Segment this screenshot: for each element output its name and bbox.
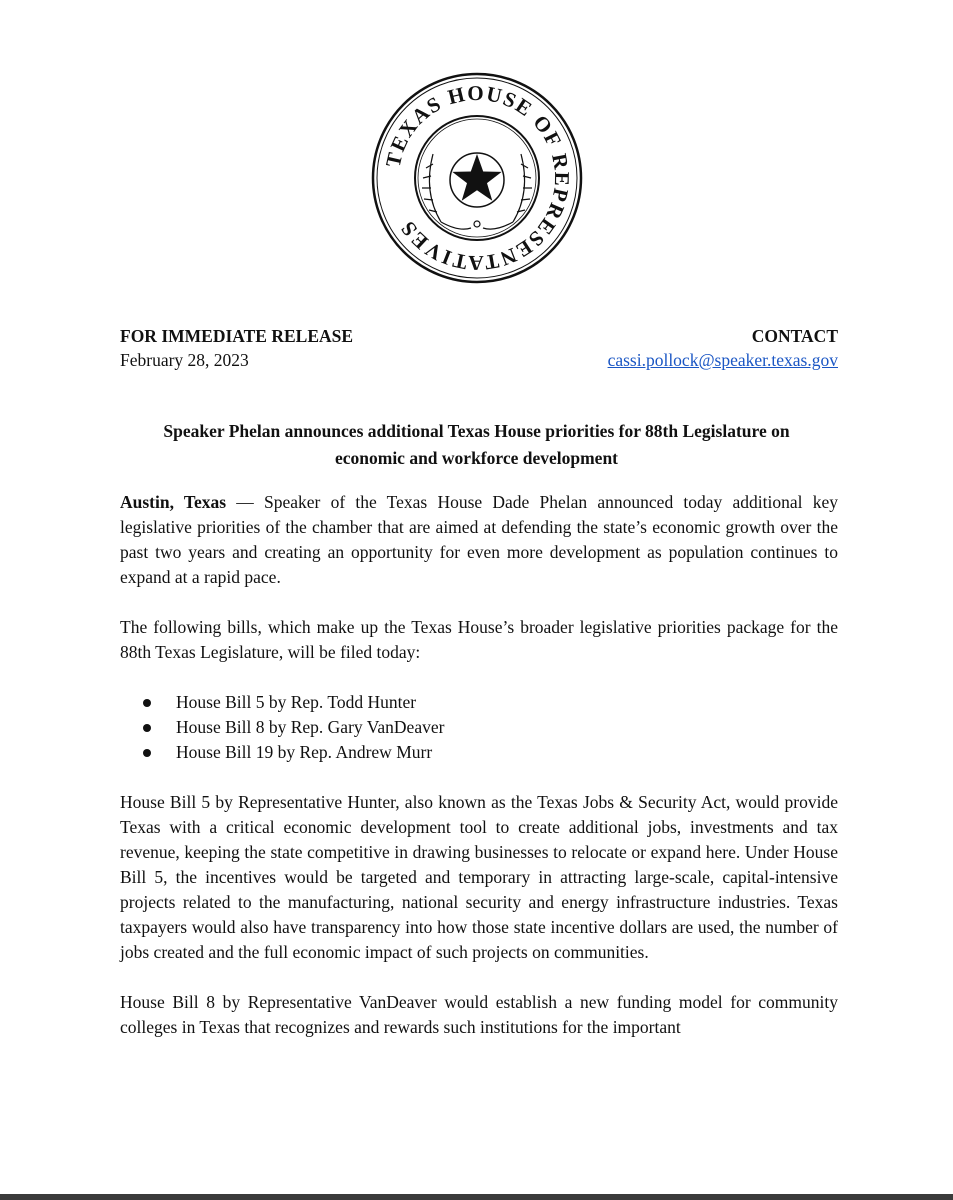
bills-list xyxy=(120,690,838,765)
texas-house-seal xyxy=(371,72,583,284)
contact-email-link[interactable]: cassi.pollock@speaker.texas.gov xyxy=(607,350,838,370)
contact-label: CONTACT xyxy=(751,326,838,346)
title-line-2: economic and workforce development xyxy=(334,448,619,468)
release-date: February 28, 2023 xyxy=(120,350,249,370)
press-release-body xyxy=(120,490,838,1065)
lone-star-icon xyxy=(450,153,504,207)
bills-intro-paragraph: The following bills, which make up the Texas House’s broader legislative priorities package for the 88th Texas Legislature, will be filed today: xyxy=(120,617,838,662)
release-label: FOR IMMEDIATE RELEASE xyxy=(120,326,354,346)
hb5-paragraph: House Bill 5 by Representative Hunter, also known as the Texas Jobs & Security Act, would provide Texas with a critical economic development tool to create additional jobs, investments and tax revenue, keeping the state competitive in drawing businesses to relocate or expand here. Under House Bill 5, the incentives would be targeted and temporary in attracting large-scale, capital-intensive projects related to the manufacturing, national security and energy infrastructure industries. Texas taxpayers would also have transparency into how those state incentive dollars are used, the number of jobs created and the full economic impact of such projects on communities. xyxy=(120,792,838,962)
intro-text: — Speaker of the Texas House Dade Phelan announced today additional key legislative priorities of the chamber that are aimed at defending the state’s economic growth over the past two years and creating an opportunity for even more development as population continues to expand at a rapid pace. xyxy=(120,492,838,587)
intro-paragraph xyxy=(120,490,838,590)
bottom-scrollbar-edge xyxy=(0,1194,953,1200)
dateline: Austin, Texas xyxy=(120,492,227,512)
seal-ring-text: TEXAS HOUSE OF REPRESENTATIVES xyxy=(380,80,575,276)
title-line-1: Speaker Phelan announces additional Texas House priorities for 88th Legislature on xyxy=(163,421,790,441)
hb8-paragraph: House Bill 8 by Representative VanDeaver would establish a new funding model for community colleges in Texas that recognizes and rewards such institutions for the important xyxy=(120,992,838,1037)
press-release-title xyxy=(110,418,843,472)
list-item: House Bill 8 by Rep. Gary VanDeaver xyxy=(176,715,838,740)
list-item: House Bill 19 by Rep. Andrew Murr xyxy=(176,740,838,765)
release-header xyxy=(120,324,838,372)
list-item: House Bill 5 by Rep. Todd Hunter xyxy=(176,690,838,715)
